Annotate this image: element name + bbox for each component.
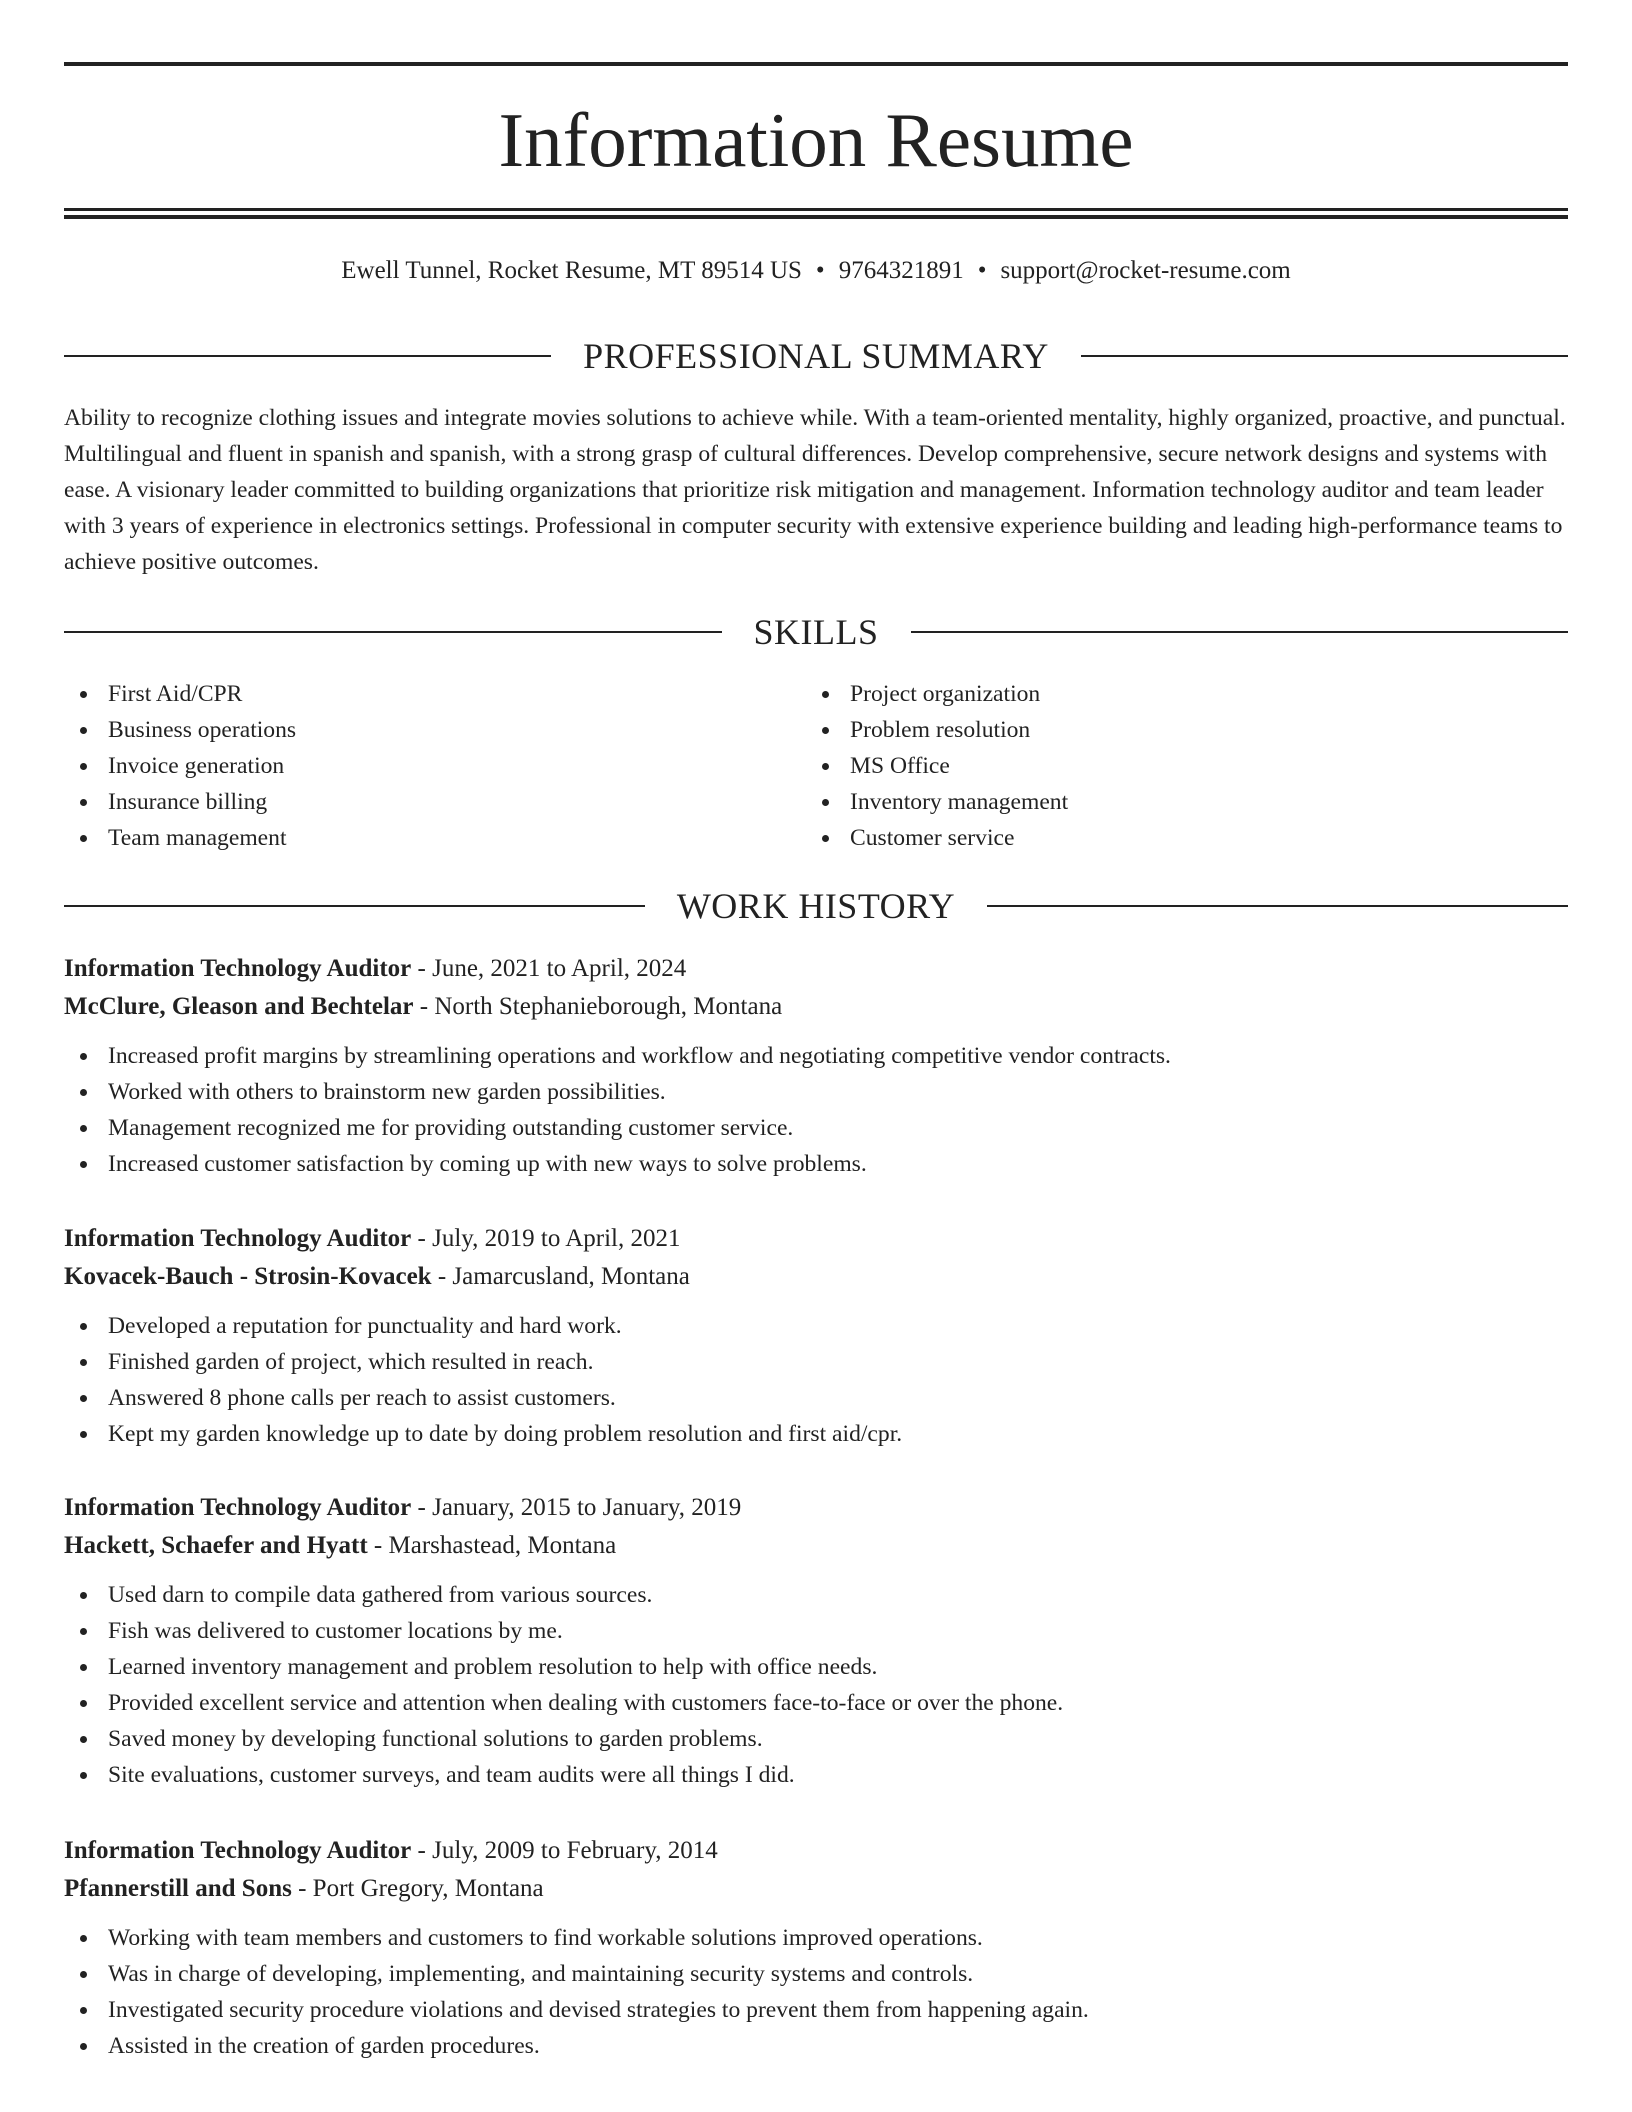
section-rule-right bbox=[987, 905, 1568, 907]
job-dates: - July, 2009 to February, 2014 bbox=[411, 1837, 718, 1864]
section-title-summary: PROFESSIONAL SUMMARY bbox=[583, 336, 1049, 376]
job-bullet: Assisted in the creation of garden procedures. bbox=[64, 2028, 1568, 2064]
job-bullet: Developed a reputation for punctuality and hard work. bbox=[64, 1308, 1568, 1344]
job-employer-line bbox=[64, 988, 1568, 1026]
resume-title: Information Resume bbox=[498, 97, 1134, 183]
job-bullets bbox=[64, 1308, 1568, 1452]
header-top-rule bbox=[64, 62, 1568, 66]
job-dates: - January, 2015 to January, 2019 bbox=[411, 1494, 742, 1521]
skills-list bbox=[64, 676, 1568, 856]
job-title-line bbox=[64, 950, 1568, 988]
skills-column-right bbox=[806, 676, 1548, 856]
job-bullet: Site evaluations, customer surveys, and team audits were all things I did. bbox=[64, 1757, 1568, 1793]
job-bullet: Provided excellent service and attention when dealing with customers face-to-face or over the phone. bbox=[64, 1685, 1568, 1721]
contact-phone: 9764321891 bbox=[838, 257, 964, 284]
job-title-line bbox=[64, 1832, 1568, 1870]
job-bullet: Management recognized me for providing outstanding customer service. bbox=[64, 1110, 1568, 1146]
job-location: - Port Gregory, Montana bbox=[291, 1875, 544, 1902]
job-dates: - July, 2019 to April, 2021 bbox=[411, 1225, 681, 1252]
job-bullet: Saved money by developing functional solutions to garden problems. bbox=[64, 1721, 1568, 1757]
job-dates: - June, 2021 to April, 2024 bbox=[411, 955, 687, 982]
skill-item: Inventory management bbox=[806, 784, 1548, 820]
header-double-rule-lower bbox=[64, 215, 1568, 219]
job-title: Information Technology Auditor bbox=[64, 1225, 412, 1252]
job-bullets bbox=[64, 1920, 1568, 2064]
contact-line bbox=[64, 254, 1568, 288]
job-bullet: Finished garden of project, which resulted in reach. bbox=[64, 1344, 1568, 1380]
skill-item: Customer service bbox=[806, 820, 1548, 856]
job-title: Information Technology Auditor bbox=[64, 1837, 412, 1864]
job-employer-line bbox=[64, 1527, 1568, 1565]
contact-email: support@rocket-resume.com bbox=[1000, 257, 1291, 284]
section-rule-right bbox=[1081, 355, 1568, 357]
job-location: - Jamarcusland, Montana bbox=[431, 1263, 690, 1290]
job-bullet: Learned inventory management and problem resolution to help with office needs. bbox=[64, 1649, 1568, 1685]
job-title: Information Technology Auditor bbox=[64, 1494, 412, 1521]
job-bullet: Was in charge of developing, implementing, and maintaining security systems and controls. bbox=[64, 1956, 1568, 1992]
job-title-line bbox=[64, 1489, 1568, 1527]
job-bullet: Kept my garden knowledge up to date by doing problem resolution and first aid/cpr. bbox=[64, 1416, 1568, 1452]
job-entry bbox=[64, 1489, 1568, 1793]
skills-column-left bbox=[64, 676, 806, 856]
skill-item: Team management bbox=[64, 820, 806, 856]
summary-paragraph: Ability to recognize clothing issues and integrate movies solutions to achieve while. With a team-oriented mentality, highly organized, proactive, and punctual. Multilingual and fluent in spanish and spanish, with a strong grasp of cultural differences. Develop comprehensive, secure network designs and systems with ease. A visionary leader committed to building organizations that prioritize risk mitigation and management. Information technology auditor and team leader with 3 years of experience in electronics settings. Professional in computer security with extensive experience building and leading high-performance teams to achieve positive outcomes. bbox=[64, 405, 1566, 575]
job-company: Pfannerstill and Sons bbox=[64, 1875, 292, 1902]
skill-item: First Aid/CPR bbox=[64, 676, 806, 712]
job-entry bbox=[64, 950, 1568, 1182]
section-heading-work-history bbox=[64, 884, 1568, 928]
job-bullet: Increased customer satisfaction by coming up with new ways to solve problems. bbox=[64, 1146, 1568, 1182]
job-company: Kovacek-Bauch - Strosin-Kovacek bbox=[64, 1263, 432, 1290]
job-bullets bbox=[64, 1577, 1568, 1793]
job-entry bbox=[64, 1832, 1568, 2064]
section-rule-left bbox=[64, 905, 645, 907]
job-employer-line bbox=[64, 1258, 1568, 1296]
section-rule-left bbox=[64, 355, 551, 357]
job-bullet: Investigated security procedure violations and devised strategies to prevent them from happening again. bbox=[64, 1992, 1568, 2028]
job-bullet: Answered 8 phone calls per reach to assist customers. bbox=[64, 1380, 1568, 1416]
job-bullet: Used darn to compile data gathered from various sources. bbox=[64, 1577, 1568, 1613]
skill-item: Problem resolution bbox=[806, 712, 1548, 748]
skill-item: Project organization bbox=[806, 676, 1548, 712]
job-bullet: Fish was delivered to customer locations by me. bbox=[64, 1613, 1568, 1649]
header-double-rule-upper bbox=[64, 208, 1568, 211]
skill-item: MS Office bbox=[806, 748, 1548, 784]
job-company: Hackett, Schaefer and Hyatt bbox=[64, 1532, 368, 1559]
section-title-work-history: WORK HISTORY bbox=[676, 886, 956, 926]
job-bullet: Working with team members and customers to find workable solutions improved operations. bbox=[64, 1920, 1568, 1956]
job-bullet: Increased profit margins by streamlining operations and workflow and negotiating competitive vendor contracts. bbox=[64, 1038, 1568, 1074]
skill-item: Business operations bbox=[64, 712, 806, 748]
job-bullet: Worked with others to brainstorm new garden possibilities. bbox=[64, 1074, 1568, 1110]
job-employer-line bbox=[64, 1870, 1568, 1908]
skill-item: Invoice generation bbox=[64, 748, 806, 784]
job-location: - North Stephanieborough, Montana bbox=[413, 993, 783, 1020]
section-rule-left bbox=[64, 631, 722, 633]
job-entry bbox=[64, 1220, 1568, 1452]
section-title-skills: SKILLS bbox=[753, 612, 879, 652]
section-heading-skills bbox=[64, 610, 1568, 654]
contact-address: Ewell Tunnel, Rocket Resume, MT 89514 US bbox=[341, 257, 802, 284]
job-title: Information Technology Auditor bbox=[64, 955, 412, 982]
section-rule-right bbox=[911, 631, 1569, 633]
contact-separator: • bbox=[815, 257, 825, 284]
job-company: McClure, Gleason and Bechtelar bbox=[64, 993, 414, 1020]
skill-item: Insurance billing bbox=[64, 784, 806, 820]
job-location: - Marshastead, Montana bbox=[367, 1532, 617, 1559]
contact-separator: • bbox=[977, 257, 987, 284]
job-title-line bbox=[64, 1220, 1568, 1258]
job-bullets bbox=[64, 1038, 1568, 1182]
section-heading-summary bbox=[64, 334, 1568, 378]
